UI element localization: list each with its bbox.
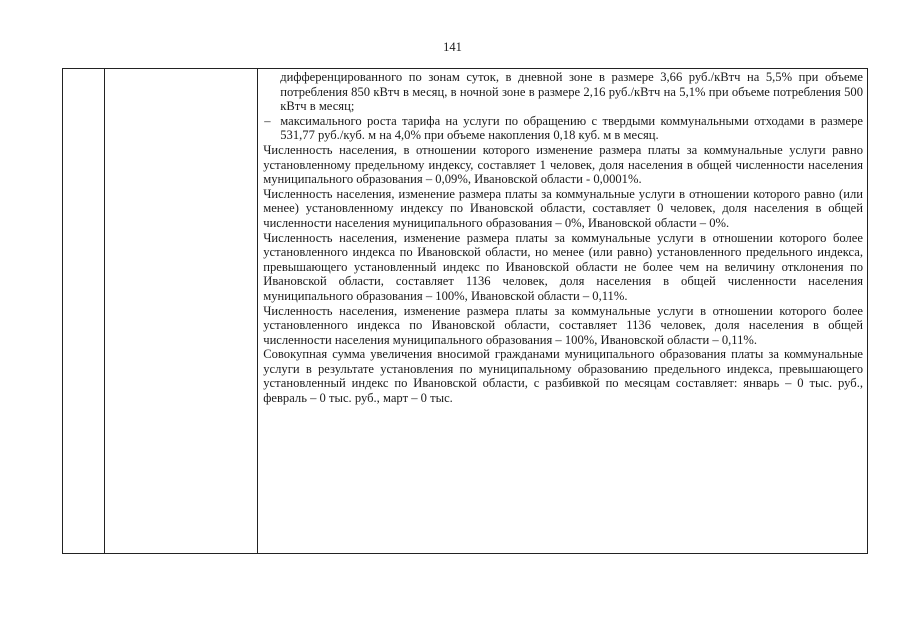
list-item-text: максимального роста тарифа на услуги по обращению с твердыми коммунальными отходами в размере 531,77 руб./куб. м на 4,0% при объеме накопления 0,18 куб. м в месяц. [280, 113, 863, 143]
paragraph-population-equal-limit: Численность населения, в отношении которого изменение размера платы за коммунальные услуги равно установленному предельному индексу, составляет 1 человек, доля населения в общей численности населения муниципального образования – 0,09%, Ивановской области - 0,0001%. [263, 142, 863, 187]
list-dash-marker: – [264, 113, 271, 128]
list-item [263, 114, 863, 143]
document-table [62, 68, 868, 554]
table-cell-content [258, 69, 868, 554]
page-number: 141 [443, 40, 462, 54]
cell-content [258, 69, 867, 406]
table-cell-name [105, 69, 258, 554]
table-row [63, 69, 868, 554]
paragraph-population-below-index: Численность населения, изменение размера платы за коммунальные услуги в отношении которого равно (или менее) установленному индексу по Ивановской области, составляет 0 человек, доля населения в общей численности населения муниципального образования – 0%, Ивановской области – 0%. [263, 186, 863, 230]
paragraph-population-above-index: Численность населения, изменение размера платы за коммунальные услуги в отношении которого более установленного индекса по Ивановской области, составляет 1136 человек, доля населения в общей численности населения муниципального образования – 100%, Ивановской области – 0,11%. [263, 303, 863, 347]
table-cell-number [63, 69, 105, 554]
continuation-paragraph: дифференцированного по зонам суток, в дневной зоне в размере 3,66 руб./кВтч на 5,5% при объеме потребления 850 кВтч в месяц, в ночной зоне в размере 2,16 руб./кВтч на 5,1% при объеме потребления 500 кВтч в месяц; [280, 70, 863, 114]
paragraph-population-between-index: Численность населения, изменение размера платы за коммунальные услуги в отношении которого более установленного индекса по Ивановской области, но менее (или равно) установленного предельного индекса, превышающего установленный индекс по Ивановской области не более чем на величину отклонения по Ивановской области, составляет 1136 человек, доля населения в общей численности населения муниципального образования – 100%, Ивановской области – 0,11%. [263, 230, 863, 303]
paragraph-total-increase: Совокупная сумма увеличения вносимой гражданами муниципального образования платы за коммунальные услуги в результате установления по муниципальному образованию предельного индекса, превышающего установленный индекс по Ивановской области, с разбивкой по месяцам составляет: январь – 0 тыс. руб., февраль – 0 тыс. руб., март – 0 тыс. [263, 347, 863, 406]
